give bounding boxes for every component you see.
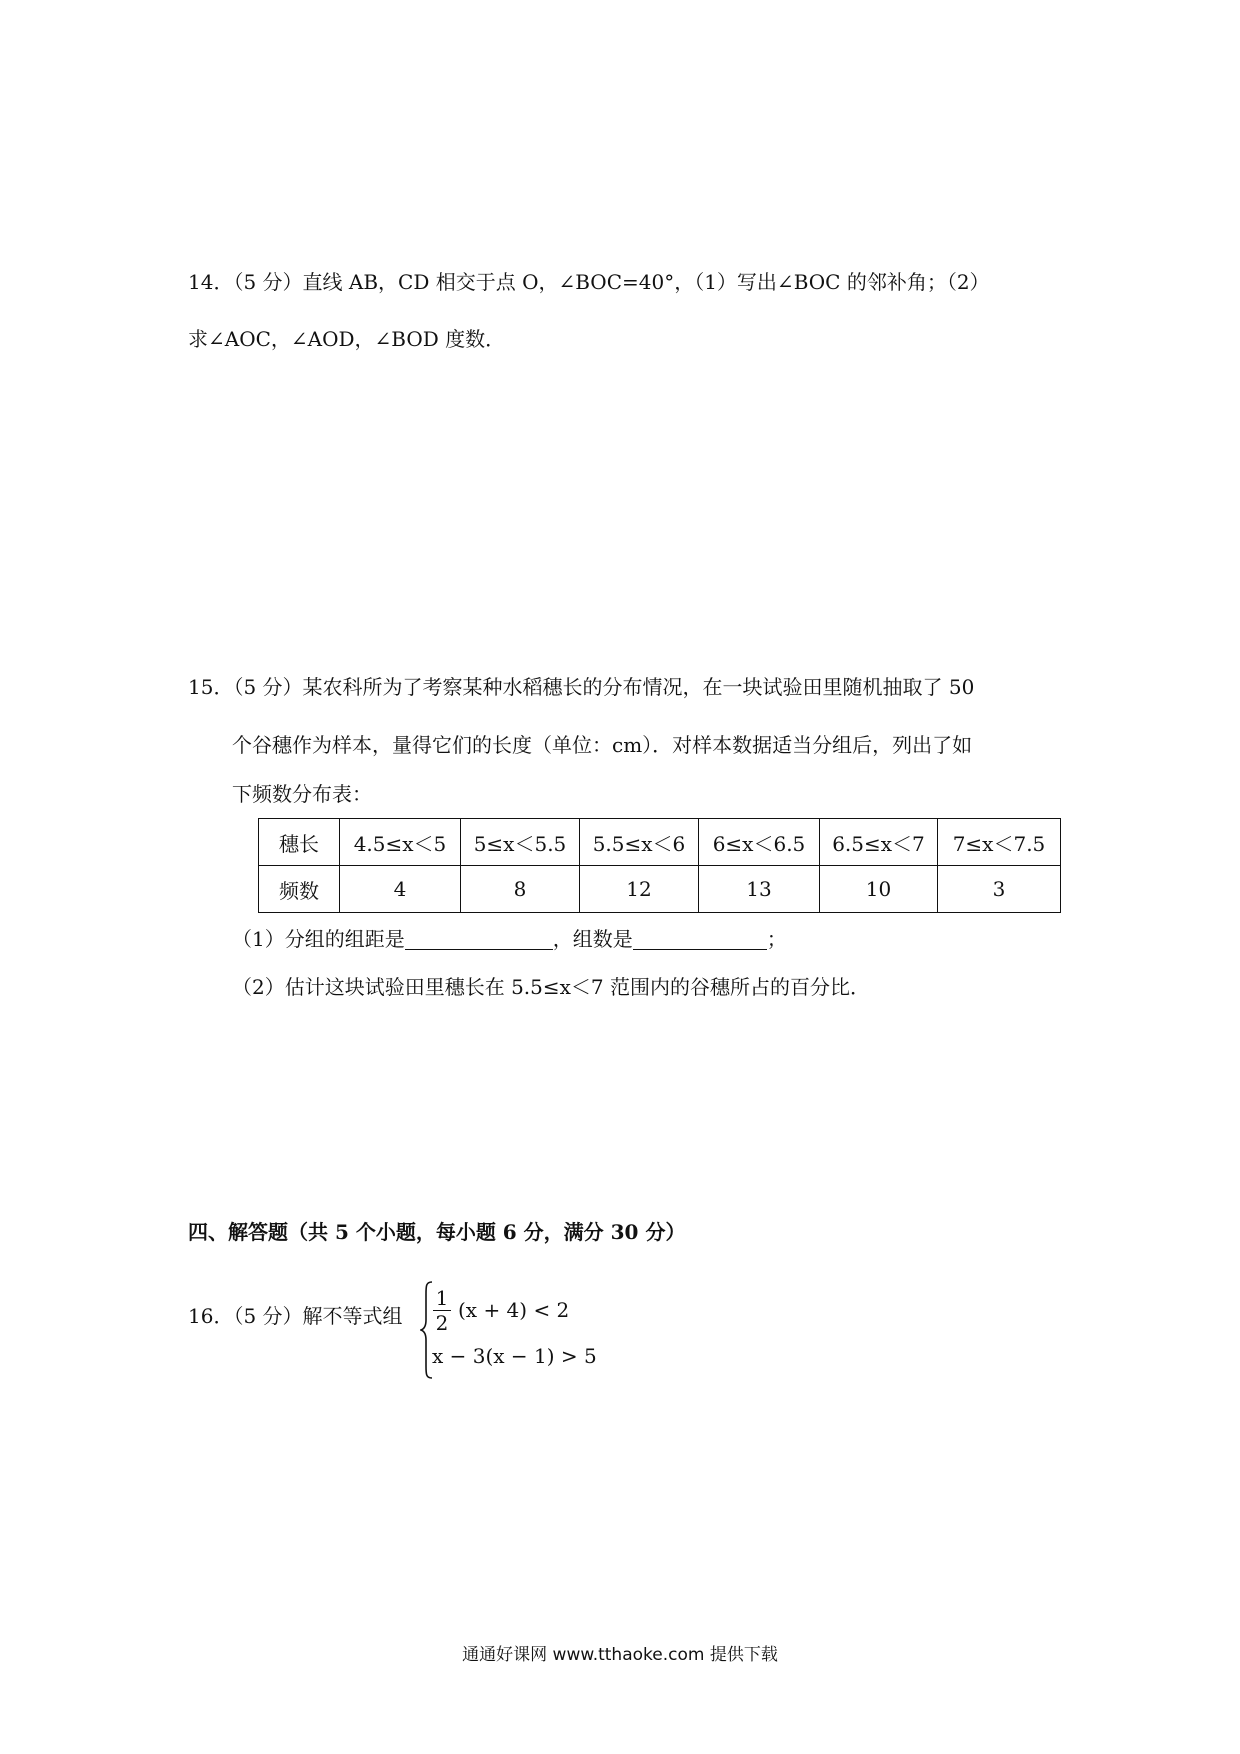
answer-blank-groups — [633, 929, 767, 950]
table-row-intervals — [259, 819, 1061, 866]
q15-sub1 — [232, 925, 787, 953]
interval-cell-2: 5≤x＜5.5 — [461, 819, 580, 866]
fraction-half — [432, 1286, 452, 1335]
count-cell-6: 3 — [938, 866, 1061, 913]
q15-line1: 15．（5 分）某农科所为了考察某种水稻穗长的分布情况，在一块试验田里随机抽取了 50 — [188, 675, 975, 699]
count-cell-2: 8 — [461, 866, 580, 913]
inequality-system — [420, 1280, 600, 1380]
answer-blank-interval — [405, 929, 553, 950]
q14-line1: 14．（5 分）直线 AB，CD 相交于点 O，∠BOC=40°，（1）写出∠BOC 的邻补角；（2） — [188, 270, 990, 294]
interval-cell-3: 5.5≤x＜6 — [580, 819, 699, 866]
count-cell-5: 10 — [820, 866, 938, 913]
inequality-1-rest: (x + 4) < 2 — [458, 1298, 570, 1322]
q15-sub1-suffix: ； — [766, 927, 787, 951]
section4-title: 四、解答题（共 5 个小题，每小题 6 分，满分 30 分） — [188, 1220, 686, 1244]
header-label-cell: 穗长 — [259, 819, 340, 866]
fraction-numerator: 1 — [435, 1286, 449, 1310]
q15-line3: 下频数分布表： — [232, 782, 372, 806]
q14-line2: 求∠AOC，∠AOD，∠BOD 度数． — [188, 327, 506, 351]
count-cell-4: 13 — [699, 866, 820, 913]
interval-cell-4: 6≤x＜6.5 — [699, 819, 820, 866]
q15-sub2: （2）估计这块试验田里穗长在 5.5≤x＜7 范围内的谷穗所占的百分比． — [232, 975, 871, 999]
q15-line2: 个谷穗作为样本，量得它们的长度（单位：cm）．对样本数据适当分组后，列出了如 — [232, 733, 973, 757]
inequality-row-2: x − 3(x − 1) > 5 — [432, 1344, 597, 1368]
frequency-table — [258, 818, 1061, 913]
interval-cell-1: 4.5≤x＜5 — [340, 819, 461, 866]
q16-label: 16．（5 分）解不等式组 — [188, 1304, 403, 1328]
fraction-denominator: 2 — [435, 1311, 449, 1335]
interval-cell-5: 6.5≤x＜7 — [820, 819, 938, 866]
q15-sub1-prefix: （1）分组的组距是 — [232, 927, 405, 951]
row-label-cell: 频数 — [259, 866, 340, 913]
count-cell-3: 12 — [580, 866, 699, 913]
footer-text: 通通好课网 www.tthaoke.com 提供下载 — [462, 1645, 778, 1665]
q15-sub1-middle: ，组数是 — [552, 927, 633, 951]
count-cell-1: 4 — [340, 866, 461, 913]
interval-cell-6: 7≤x＜7.5 — [938, 819, 1061, 866]
table-row-counts — [259, 866, 1061, 913]
